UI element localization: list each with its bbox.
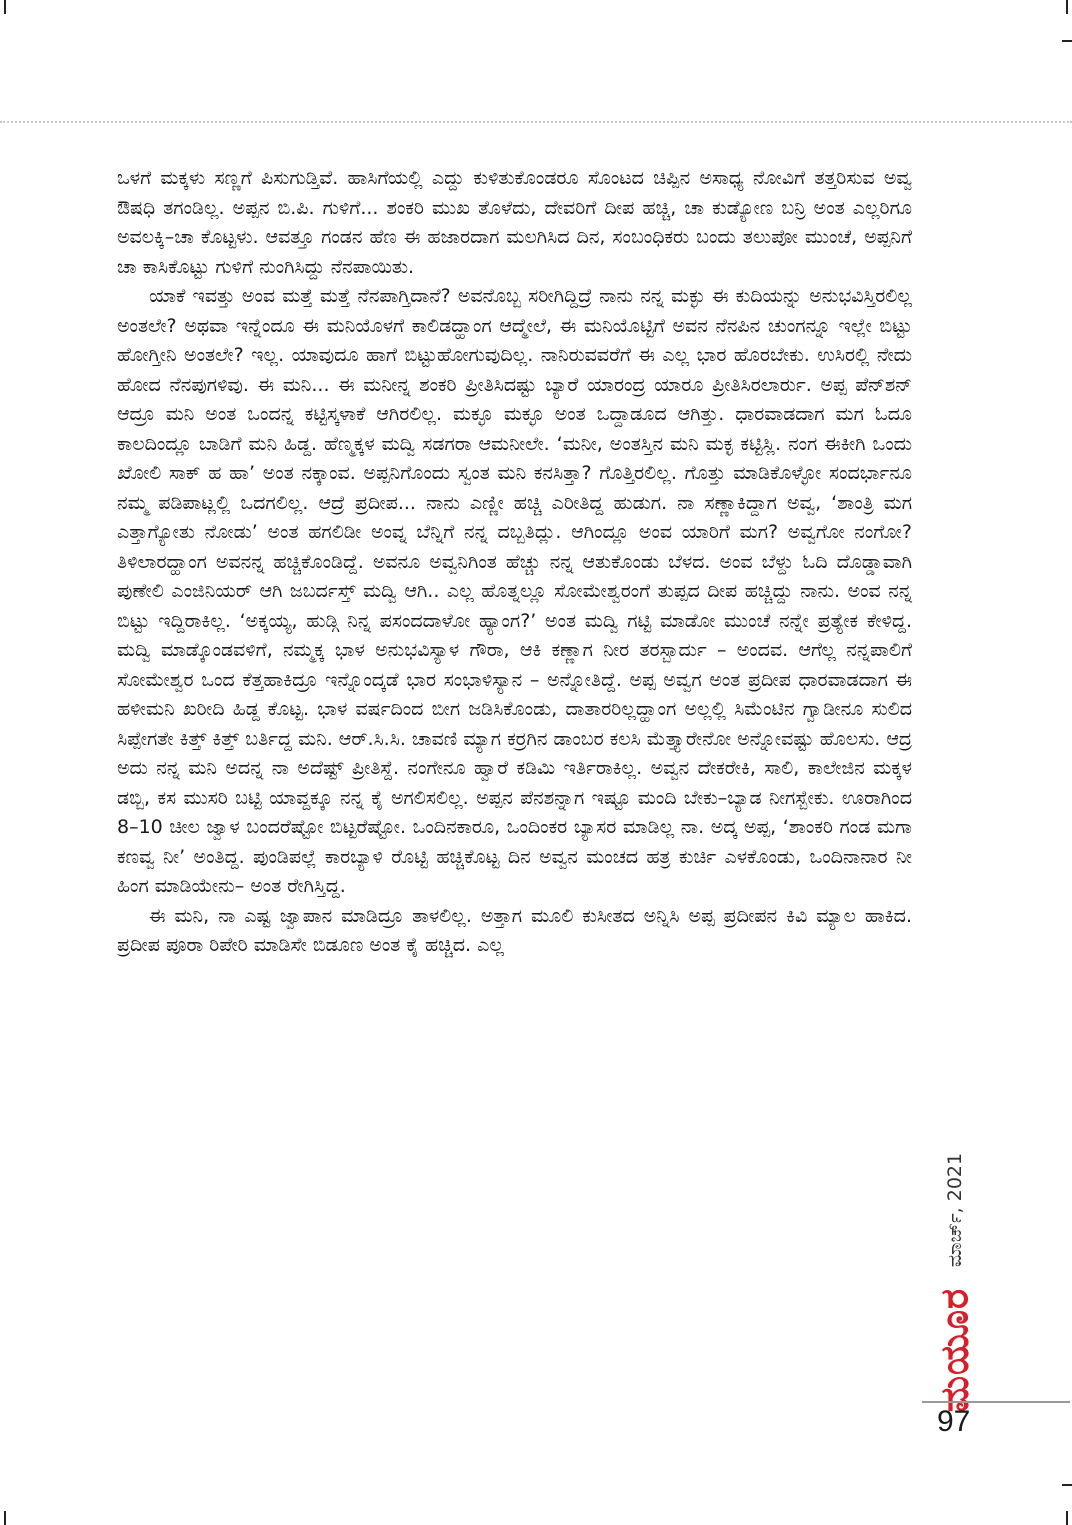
crop-mark-bottom-left <box>4 1511 6 1525</box>
page-number-rule <box>922 1401 1070 1403</box>
crop-mark-bottom-right <box>1066 1511 1068 1525</box>
magazine-logo: ಮಯೂರ <box>932 1287 977 1413</box>
crop-mark-right-upper <box>1062 40 1072 42</box>
crop-mark-right-lower <box>1062 1484 1072 1486</box>
page-number: 97 <box>937 1405 971 1438</box>
article-paragraph-2: ಯಾಕೆ ಇವತ್ತು ಅಂವ ಮತ್ತೆ ಮತ್ತೆ ನೆನಪಾಗ್ತಿದಾನೆ? ಅವನೊಬ್ಬ ಸರೀಗಿದ್ದಿದ್ರೆ ನಾನು ನನ್ನ ಮಕ್ಳು ಈ ಕುದಿಯನ್ನು ಅನುಭವಿಸ್ತಿರಲಿಲ್ಲ ಅಂತಲೇ? ಅಥವಾ ಇನ್ನೆಂದೂ ಈ ಮನಿಯೊಳಗೆ ಕಾಲಿಡದ್ಹಾಂಗ ಆದ್ಮೇಲೆ, ಈ ಮನಿಯೊಟ್ಟಿಗೆ ಅವನ ನೆನಪಿನ ಚುಂಗನ್ನೂ ಇಲ್ಲೇ ಬಿಟ್ಟು ಹೋಗ್ತೀನಿ ಅಂತಲೇ? ಇಲ್ಲ. ಯಾವುದೂ ಹಾಗೆ ಬಿಟ್ಟುಹೋಗುವುದಿಲ್ಲ. ನಾನಿರುವವರೆಗೆ ಈ ಎಲ್ಲ ಭಾರ ಹೊರಬೇಕು. ಉಸಿರಲ್ಲಿ ನೇದು ಹೋದ ನೆನಪುಗಳಿವು. ಈ ಮನಿ... ಈ ಮನೀನ್ನ ಶಂಕರಿ ಪ್ರೀತಿಸಿದಷ್ಟು ಬ್ಯಾರೆ ಯಾರಂದ್ರ ಯಾರೂ ಪ್ರೀತಿಸಿರಲಾರ್ರು. ಅಪ್ಪ ಪೆನ್‌ಶನ್ ಆದ್ರೂ ಮನಿ ಅಂತ ಒಂದನ್ನ ಕಟ್ಟಿಸ್ಕಳಾಕೆ ಆಗಿರಲಿಲ್ಲ. ಮಕ್ಳೂ ಮಕ್ಳೂ ಅಂತ ಒದ್ದಾಡೂದ ಆಗಿತ್ತು. ಧಾರವಾಡದಾಗ ಮಗ ಓದೂ ಕಾಲದಿಂದ್ಲೂ ಬಾಡಿಗೆ ಮನಿ ಹಿಡ್ದ. ಹೆಣ್ಮಕ್ಕಳ ಮದ್ವಿ ಸಡಗರಾ ಆಮನೀಲೇ. ‘ಮನೀ, ಅಂತಸ್ತಿನ ಮನಿ ಮಕ್ಳ ಕಟ್ಟಿಸ್ಲಿ. ನಂಗ ಈಕೀಗಿ ಒಂದು ಖೋಲಿ ಸಾಕ್ ಹ ಹಾ’ ಅಂತ ನಕ್ಕಾಂವ. ಅಪ್ಪನಿಗೊಂದು ಸ್ವಂತ ಮನಿ ಕನಸಿತ್ತಾ? ಗೊತ್ತಿರಲಿಲ್ಲ. ಗೊತ್ತು ಮಾಡಿಕೊಳ್ಳೋ ಸಂದರ್ಭಾನೂ ನಮ್ಮ ಪಡಿಪಾಟ್ಲಲ್ಲಿ ಒದಗಲಿಲ್ಲ. ಆದ್ರೆ ಪ್ರದೀಪ... ನಾನು ಎಣ್ಣೀ ಹಚ್ಚಿ ಎರೀತಿದ್ದ ಹುಡುಗ. ನಾ ಸಣ್ಣಾಕಿದ್ದಾಗ ಅವ್ವ, ‘ಶಾಂತ್ರಿ ಮಗ ಎತ್ತಾಗ್ಯೋತು ನೋಡು’ ಅಂತ ಹಗಲಿಡೀ ಅಂವ್ನ ಬೆನ್ನಿಗೆ ನನ್ನ ದಬ್ಬತಿದ್ಲು. ಆಗಿಂದ್ಲೂ ಅಂವ ಯಾರಿಗೆ ಮಗ? ಅವ್ವಗೋ ನಂಗೋ? ತಿಳಿಲಾರದ್ಹಾಂಗ ಅವನನ್ನ ಹಚ್ಚಿಕೊಂಡಿದ್ದೆ. ಅವನೂ ಅವ್ವನಿಗಿಂತ ಹೆಚ್ಚು ನನ್ನ ಆತುಕೊಂಡು ಬೆಳದ. ಅಂವ ಬೆಳ್ದು ಓದಿ ದೊಡ್ಡಾವಾಗಿ ಪುಣೇಲಿ ಎಂಜಿನಿಯರ್ ಆಗಿ ಜಬರ್ದಸ್ತ್ ಮದ್ವಿ ಆಗಿ.. ಎಲ್ಲ ಹೊತ್ನಲ್ಲೂ ಸೋಮೇಶ್ವರಂಗೆ ತುಪ್ಪದ ದೀಪ ಹಚ್ಚಿದ್ದು ನಾನು. ಅಂವ ನನ್ನ ಬಿಟ್ಟು ಇದ್ದಿರಾಕಿಲ್ಲ. ‘ಅಕ್ಕಯ್ಯ, ಹುಡ್ಗಿ ನಿನ್ನ ಪಸಂದದಾಳೋ ಹ್ಯಾಂಗ?’ ಅಂತ ಮದ್ವಿ ಗಟ್ಟಿ ಮಾಡೋ ಮುಂಚೆ ನನ್ನೇ ಪ್ರತ್ಯೇಕ ಕೇಳಿದ್ದ. ಮದ್ವಿ ಮಾಡ್ಕೊಂಡವಳಿಗೆ, ನಮ್ಮಕ್ಕ ಭಾಳ ಅನುಭವಿಸ್ಯಾಳ ಗೌರಾ, ಆಕಿ ಕಣ್ಣಾಗ ನೀರ ತರಸ್ಬಾರ್ದು – ಅಂದವ. ಆಗೆಲ್ಲ ನನ್ನಪಾಲಿಗೆ ಸೋಮೇಶ್ವರ ಒಂದ ಕೆತ್ತಹಾಕಿದ್ರೂ ಇನ್ನೊಂದ್ಕಡೆ ಭಾರ ಸಂಭಾಳಿಸ್ಯಾನ – ಅನ್ನೋತಿದ್ದೆ. ಅಪ್ಪ ಅವ್ವಗ ಅಂತ ಪ್ರದೀಪ ಧಾರವಾಡದಾಗ ಈ ಹಳೀಮನಿ ಖರೀದಿ ಹಿಡ್ದ ಕೊಟ್ಟ. ಭಾಳ ವರ್ಷದಿಂದ ಬೀಗ ಜಡಿಸಿಕೊಂಡು, ದಾತಾರರಿಲ್ಲದ್ಹಾಂಗ ಅಲ್ಲಲ್ಲಿ ಸಿಮೆಂಟಿನ ಗ್ವಾಡೀನೂ ಸುಲಿದ ಸಿಪ್ಪೇಗತೇ ಕಿತ್ತ್ ಕಿತ್ತ್ ಬರ್ತಿದ್ದ ಮನಿ. ಆರ್.ಸಿ.ಸಿ. ಚಾವಣಿ ಮ್ಯಾಗ ಕರ್‍ರಗಿನ ಡಾಂಬರ ಕಲಸಿ ಮೆತ್ತ್ಯಾರೇನೋ ಅನ್ನೋವಷ್ಟು ಹೊಲಸು. ಆದ್ರ ಅದು ನನ್ನ ಮನಿ ಅದನ್ನ ನಾ ಅದೆಷ್ಟ್ ಪ್ರೀತಿಸ್ದೆ. ನಂಗೇನೂ ಹ್ವಾರೆ ಕಡಿಮಿ ಇರ್ತಿರಾಕಿಲ್ಲ. ಅವ್ವನ ದೇಕರೇಕಿ, ಸಾಲಿ, ಕಾಲೇಜಿನ ಮಕ್ಕಳ ಡಬ್ಬಿ, ಕಸ ಮುಸರಿ ಬಟ್ಟಿ ಯಾವ್ದಕ್ಕೂ ನನ್ನ ಕೈ ಅಗಲಿಸಲಿಲ್ಲ. ಅಪ್ಪನ ಪೆನಶನ್ನಾಗ ಇಷ್ಟೂ ಮಂದಿ ಬೇಕು–ಬ್ಯಾಡ ನೀಗಸ್ಬೇಕು. ಊರಾಗಿಂದ 8–10 ಚೀಲ ಜ್ವಾಳ ಬಂದರೆಷ್ಟೋ ಬಿಟ್ಟರೆಷ್ಟೋ. ಒಂದಿನಕಾರೂ, ಒಂದಿಂಕರ ಬ್ಯಾಸರ ಮಾಡಿಲ್ಲ ನಾ. ಅದ್ಕ ಅಪ್ಪ, ‘ಶಾಂಕರಿ ಗಂಡ ಮಗಾ ಕಣವ್ವ ನೀ’ ಅಂತಿದ್ದ. ಪುಂಡಿಪಲ್ಲೆ ಕಾರಬ್ಯಾಳಿ ರೊಟ್ಟಿ ಹಚ್ಚಿಕೊಟ್ಟ ದಿನ ಅವ್ವನ ಮಂಚದ ಹತ್ರ ಕುರ್ಚಿ ಎಳಕೊಂಡು, ಒಂದಿನಾನಾರ ನೀ ಹಿಂಗ ಮಾಡಿಯೇನು– ಅಂತ ರೇಗಿಸ್ತಿದ್ದ. <box>117 285 912 897</box>
article-body <box>117 164 912 961</box>
header-dotted-rule <box>0 121 1072 123</box>
crop-mark-top-right <box>1066 0 1068 14</box>
crop-mark-top-left <box>4 0 6 14</box>
issue-date: ಮಾರ್ಚ್, 2021 <box>944 1152 966 1268</box>
article-paragraph-3: ಈ ಮನಿ, ನಾ ಎಷ್ಟ ಜ್ವಾಪಾನ ಮಾಡಿದ್ರೂ ತಾಳಲಿಲ್ಲ. ಅತ್ತಾಗ ಮೂಲಿ ಕುಸೀತದ ಅನ್ನಿಸಿ ಅಪ್ಪ ಪ್ರದೀಪನ ಕಿವಿ ಮ್ಯಾಲ ಹಾಕಿದ. ಪ್ರದೀಪ ಪೂರಾ ರಿಪೇರಿ ಮಾಡಿಸೇ ಬಿಡೂಣ ಅಂತ ಕೈ ಹಚ್ಚಿದ. ಎಲ್ಲ <box>117 904 912 956</box>
article-paragraph-1: ಒಳಗೆ ಮಕ್ಕಳು ಸಣ್ಣಗೆ ಪಿಸುಗುಡ್ತಿವೆ. ಹಾಸಿಗೆಯಲ್ಲಿ ಎದ್ದು ಕುಳಿತುಕೊಂಡರೂ ಸೊಂಟದ ಚಿಪ್ಪಿನ ಅಸಾಧ್ಯ ನೋವಿಗೆ ತತ್ತರಿಸುವ ಅವ್ವ ಔಷಧಿ ತಗಂಡಿಲ್ಲ. ಅಪ್ಪನ ಬಿ.ಪಿ. ಗುಳಿಗೆ... ಶಂಕರಿ ಮುಖ ತೊಳೆದು, ದೇವರಿಗೆ ದೀಪ ಹಚ್ಚಿ, ಚಾ ಕುಡ್ಯೋಣ ಬನ್ರಿ ಅಂತ ಎಲ್ಲರಿಗೂ ಅವಲಕ್ಕಿ–ಚಾ ಕೊಟ್ಟಳು. ಆವತ್ತೂ ಗಂಡನ ಹೆಣ ಈ ಹಜಾರದಾಗ ಮಲಗಿಸಿದ ದಿನ, ಸಂಬಂಧಿಕರು ಬಂದು ತಲುಪೋ ಮುಂಚೆ, ಅಪ್ಪನಿಗೆ ಚಾ ಕಾಸಿಕೊಟ್ಟು ಗುಳಿಗೆ ನುಂಗಿಸಿದ್ದು ನೆನಪಾಯಿತು. <box>117 167 912 278</box>
